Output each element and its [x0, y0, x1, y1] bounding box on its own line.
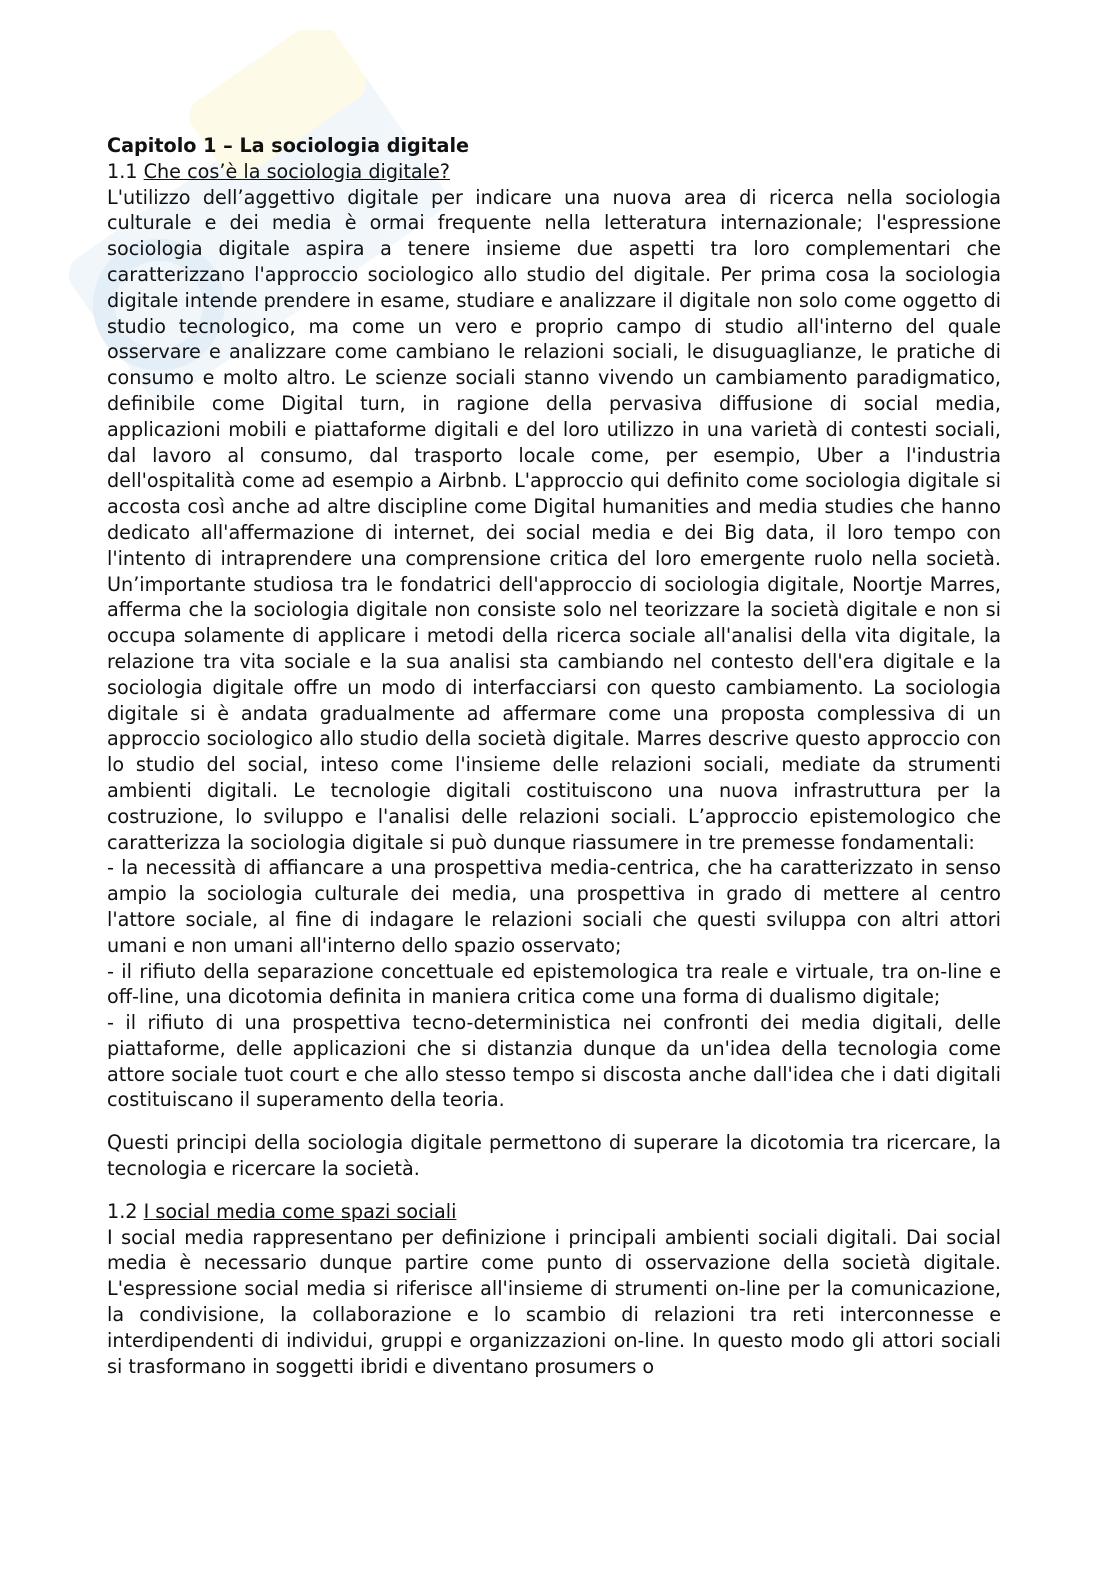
- bullet-item: - il rifiuto di una prospettiva tecno-deterministica nei confronti dei media digitali, delle piattaforme, delle applicazioni che si distanzia dunque da un'idea della tecnologia come attore sociale tuot court e che allo stesso tempo si discosta anche dall'idea che i dati digitali costituiscano il superamento della teoria.: [107, 1011, 1001, 1112]
- document-page: [107, 133, 1001, 1379]
- section-title-1: [107, 159, 1001, 185]
- section-title-link[interactable]: I social media come spazi sociali: [143, 1199, 457, 1223]
- paragraph: L'utilizzo dell’aggettivo digitale per indicare una nuova area di ricerca nella sociologia culturale e dei media è ormai frequente nella letteratura internazionale; l'espressione sociologia digitale aspira a tenere insieme due aspetti tra loro complementari che caratterizzano l'approccio sociologico allo studio del digitale. Per prima cosa la sociologia digitale intende prendere in esame, studiare e analizzare il digitale non solo come oggetto di studio tecnologico, ma come un vero e proprio campo di studio all'interno del quale osservare e analizzare come cambiano le relazioni sociali, le disuguaglianze, le pratiche di consumo e molto altro. Le scienze sociali stanno vivendo un cambiamento paradigmatico, definibile come Digital turn, in ragione della pervasiva diffusione di social media, applicazioni mobili e piattaforme digitali e del loro utilizzo in una varietà di contesti sociali, dal lavoro al consumo, dal trasporto locale come, per esempio, Uber a l'industria dell'ospitalità come ad esempio a Airbnb. L'approccio qui definito come sociologia digitale si accosta così anche ad altre discipline come Digital humanities and media studies che hanno dedicato all'affermazione di internet, dei social media e dei Big data, il loro tempo con l'intento di intraprendere una comprensione critica del loro emergente ruolo nella società. Un’importante studiosa tra le fondatrici dell'approccio di sociologia digitale, Noortje Marres, afferma che la sociologia digitale non consiste solo nel teorizzare la società digitale e non si occupa solamente di applicare i metodi della ricerca sociale all'analisi della vita digitale, la relazione tra vita sociale e la sua analisi sta cambiando nel contesto dell'era digitale e la sociologia digitale offre un modo di interfacciarsi con questo cambiamento. La sociologia digitale si è andata gradualmente ad affermare come una proposta complessiva di un approccio sociologico allo studio della società digitale. Marres descrive questo approccio con lo studio del social, inteso come l'insieme delle relazioni sociali, mediate da strumenti ambienti digitali. Le tecnologie digitali costituiscono una nuova infrastruttura per la costruzione, lo sviluppo e l'analisi delle relazioni sociali. L’approccio epistemologico che caratterizza la sociologia digitale si può dunque riassumere in tre premesse fondamentali:: [107, 185, 1001, 854]
- bullet-item: - la necessità di affiancare a una prospettiva media-centrica, che ha caratterizzato in senso ampio la sociologia culturale dei media, una prospettiva in grado di mettere al centro l'attore sociale, al fine di indagare le relazioni sociali che questi sviluppa con altri attori umani e non umani all'interno dello spazio osservato;: [107, 856, 1001, 957]
- closing-paragraph: Questi principi della sociologia digitale permettono di superare la dicotomia tra ricercare, la tecnologia e ricercare la società.: [107, 1131, 1001, 1181]
- chapter-title: Capitolo 1 – La sociologia digitale: [107, 134, 470, 157]
- section-title-2: [107, 1199, 1001, 1225]
- section-number: 1.2: [107, 1199, 138, 1223]
- paragraph: I social media rappresentano per definizione i principali ambienti sociali digitali. Dai social media è necessario dunque partire come punto di osservazione della società digitale. L'espressione social media si riferisce all'insieme di strumenti on-line per la comunicazione, la condivisione, la collaborazione e lo scambio di relazioni tra reti interconnesse e interdipendenti di individui, gruppi e organizzazioni on-line. In questo modo gli attori sociali si trasformano in soggetti ibridi e diventano prosumers o: [107, 1225, 1001, 1378]
- section-number: 1.1: [107, 159, 138, 183]
- bullet-item: - il rifiuto della separazione concettuale ed epistemologica tra reale e virtuale, tra on-line e off-line, una dicotomia definita in maniera critica come una forma di dualismo digitale;: [107, 959, 1001, 1009]
- section-title-link[interactable]: Che cos’è la sociologia digitale?: [143, 159, 450, 183]
